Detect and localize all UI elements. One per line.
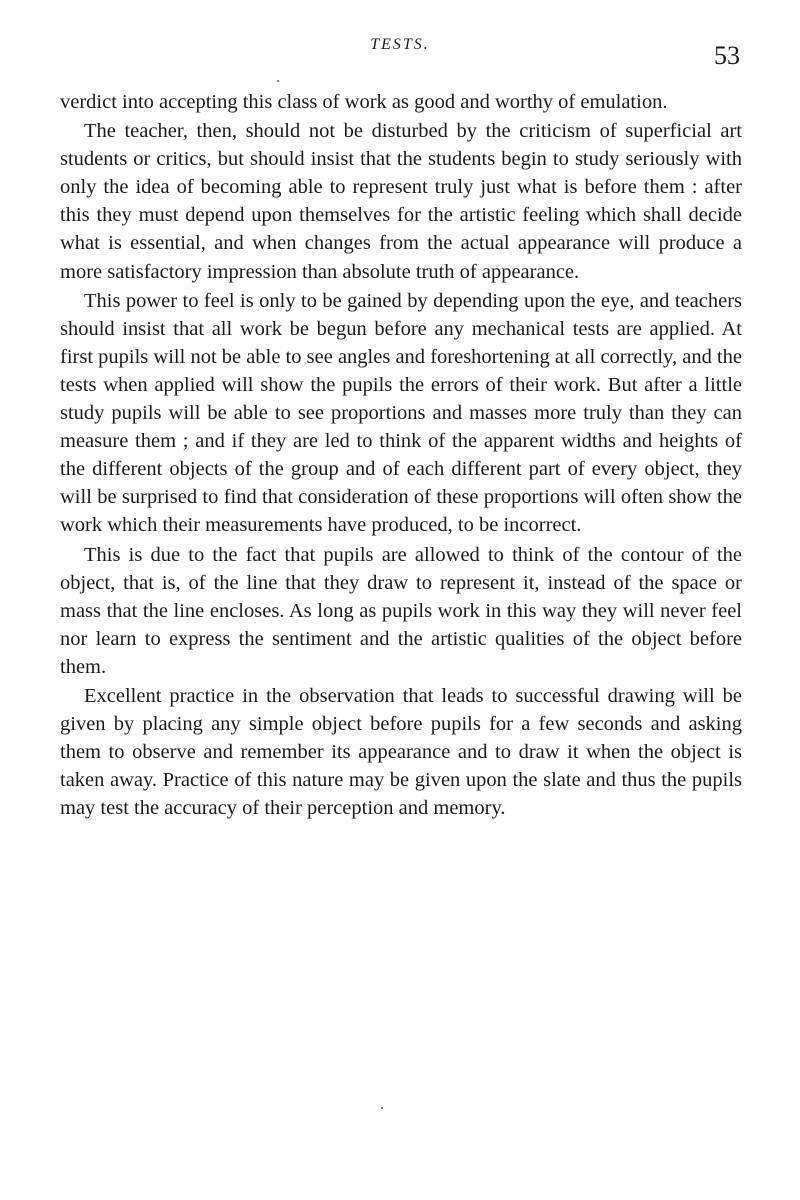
running-header <box>0 36 800 70</box>
paragraph-continued: verdict into accepting this class of work as good and worthy of emulation. <box>60 91 668 113</box>
paragraph: This is due to the fact that pupils are allowed to think of the contour of the object, that is, of the line that they draw to represent it, instead of the space or mass that the line encloses. As long as pupils work in this way they will never feel nor learn to express the sentiment and the artistic qualities of the object before them. <box>60 543 742 678</box>
paragraph: This power to feel is only to be gained by depending upon the eye, and teachers should insist that all work be begun before any mechanical tests are applied. At first pupils will not be able to see angles and foreshortening at all correctly, and the tests when applied will show the pupils the errors of their work. But after a little study pupils will be able to see proportions and masses more truly than they can measure them ; and if they are led to think of the apparent widths and heights of the different objects of the group and of each different part of every object, they will be surprised to find that consideration of these proportions will often show the work which their measurements have produced, to be incorrect. <box>60 289 742 537</box>
body-text <box>60 88 742 823</box>
running-title: TESTS. <box>370 36 430 53</box>
paragraph: Excellent practice in the observation that leads to successful drawing will be given by placing any simple object before pupils for a few seconds and asking them to observe and remember its appearance and to draw it when the object is taken away. Practice of this nature may be given upon the slate and thus the pupils may test the accuracy of their perception and memory. <box>60 684 742 820</box>
paragraph: The teacher, then, should not be disturbed by the criticism of superficial art students or critics, but should insist that the students begin to study seriously with only the idea of becoming able to represent truly just what is before them : after this they must depend upon themselves for the artistic feeling which shall decide what is essential, and when changes from the actual appearance will produce a more satisfactory impression than absolute truth of appearance. <box>60 120 742 283</box>
page-number: 53 <box>714 41 740 70</box>
print-speck <box>381 1107 383 1109</box>
print-speck <box>277 80 279 82</box>
